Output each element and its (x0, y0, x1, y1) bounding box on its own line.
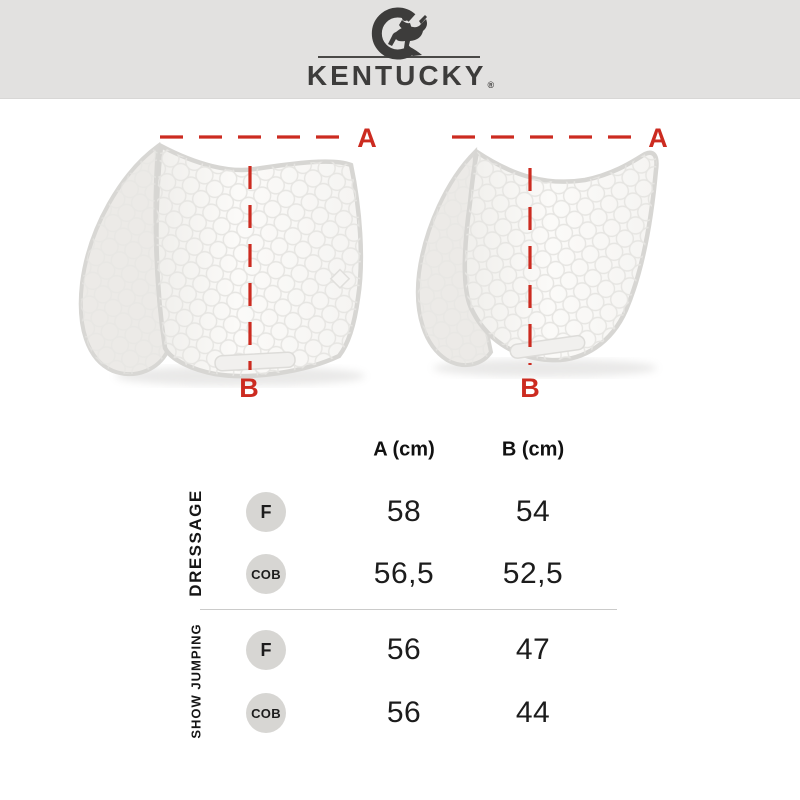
measure-a-label: A (648, 123, 668, 153)
value-dressage-cob-a: 56,5 (373, 557, 435, 590)
section-label-dressage: DRESSAGE (186, 489, 205, 597)
size-badge-show-jumping-f: F (246, 630, 286, 670)
measure-a-label: A (357, 123, 377, 153)
registered-trademark-symbol: ® (487, 80, 495, 90)
header-band (0, 0, 800, 99)
dressage-pad-diagram (55, 118, 385, 408)
value-show-jumping-cob-b: 44 (515, 696, 551, 729)
size-badge-dressage-cob: COB (246, 554, 286, 594)
value-show-jumping-cob-a: 56 (386, 696, 422, 729)
value-dressage-cob-b: 52,5 (502, 557, 564, 590)
section-label-show-jumping: SHOW JUMPING (188, 623, 204, 739)
size-badge-dressage-f: F (246, 492, 286, 532)
measure-b-label: B (520, 373, 540, 403)
brand-wordmark (0, 60, 800, 92)
table-section-divider (200, 609, 617, 610)
kentucky-horse-emblem-icon (366, 6, 434, 60)
column-header-a-cm: A (cm) (373, 438, 435, 461)
value-dressage-f-b: 54 (515, 495, 551, 528)
size-badge-show-jumping-cob: COB (246, 693, 286, 733)
brand-name: KENTUCKY (306, 60, 487, 91)
measure-b-label: B (239, 373, 259, 403)
value-show-jumping-f-b: 47 (515, 633, 551, 666)
value-dressage-f-a: 58 (386, 495, 422, 528)
value-show-jumping-f-a: 56 (386, 633, 422, 666)
column-header-b-cm: B (cm) (501, 438, 565, 461)
show-jumping-pad-diagram (395, 118, 725, 408)
show-jumping-pad-illustration (418, 152, 657, 377)
dressage-pad-illustration (81, 146, 365, 386)
